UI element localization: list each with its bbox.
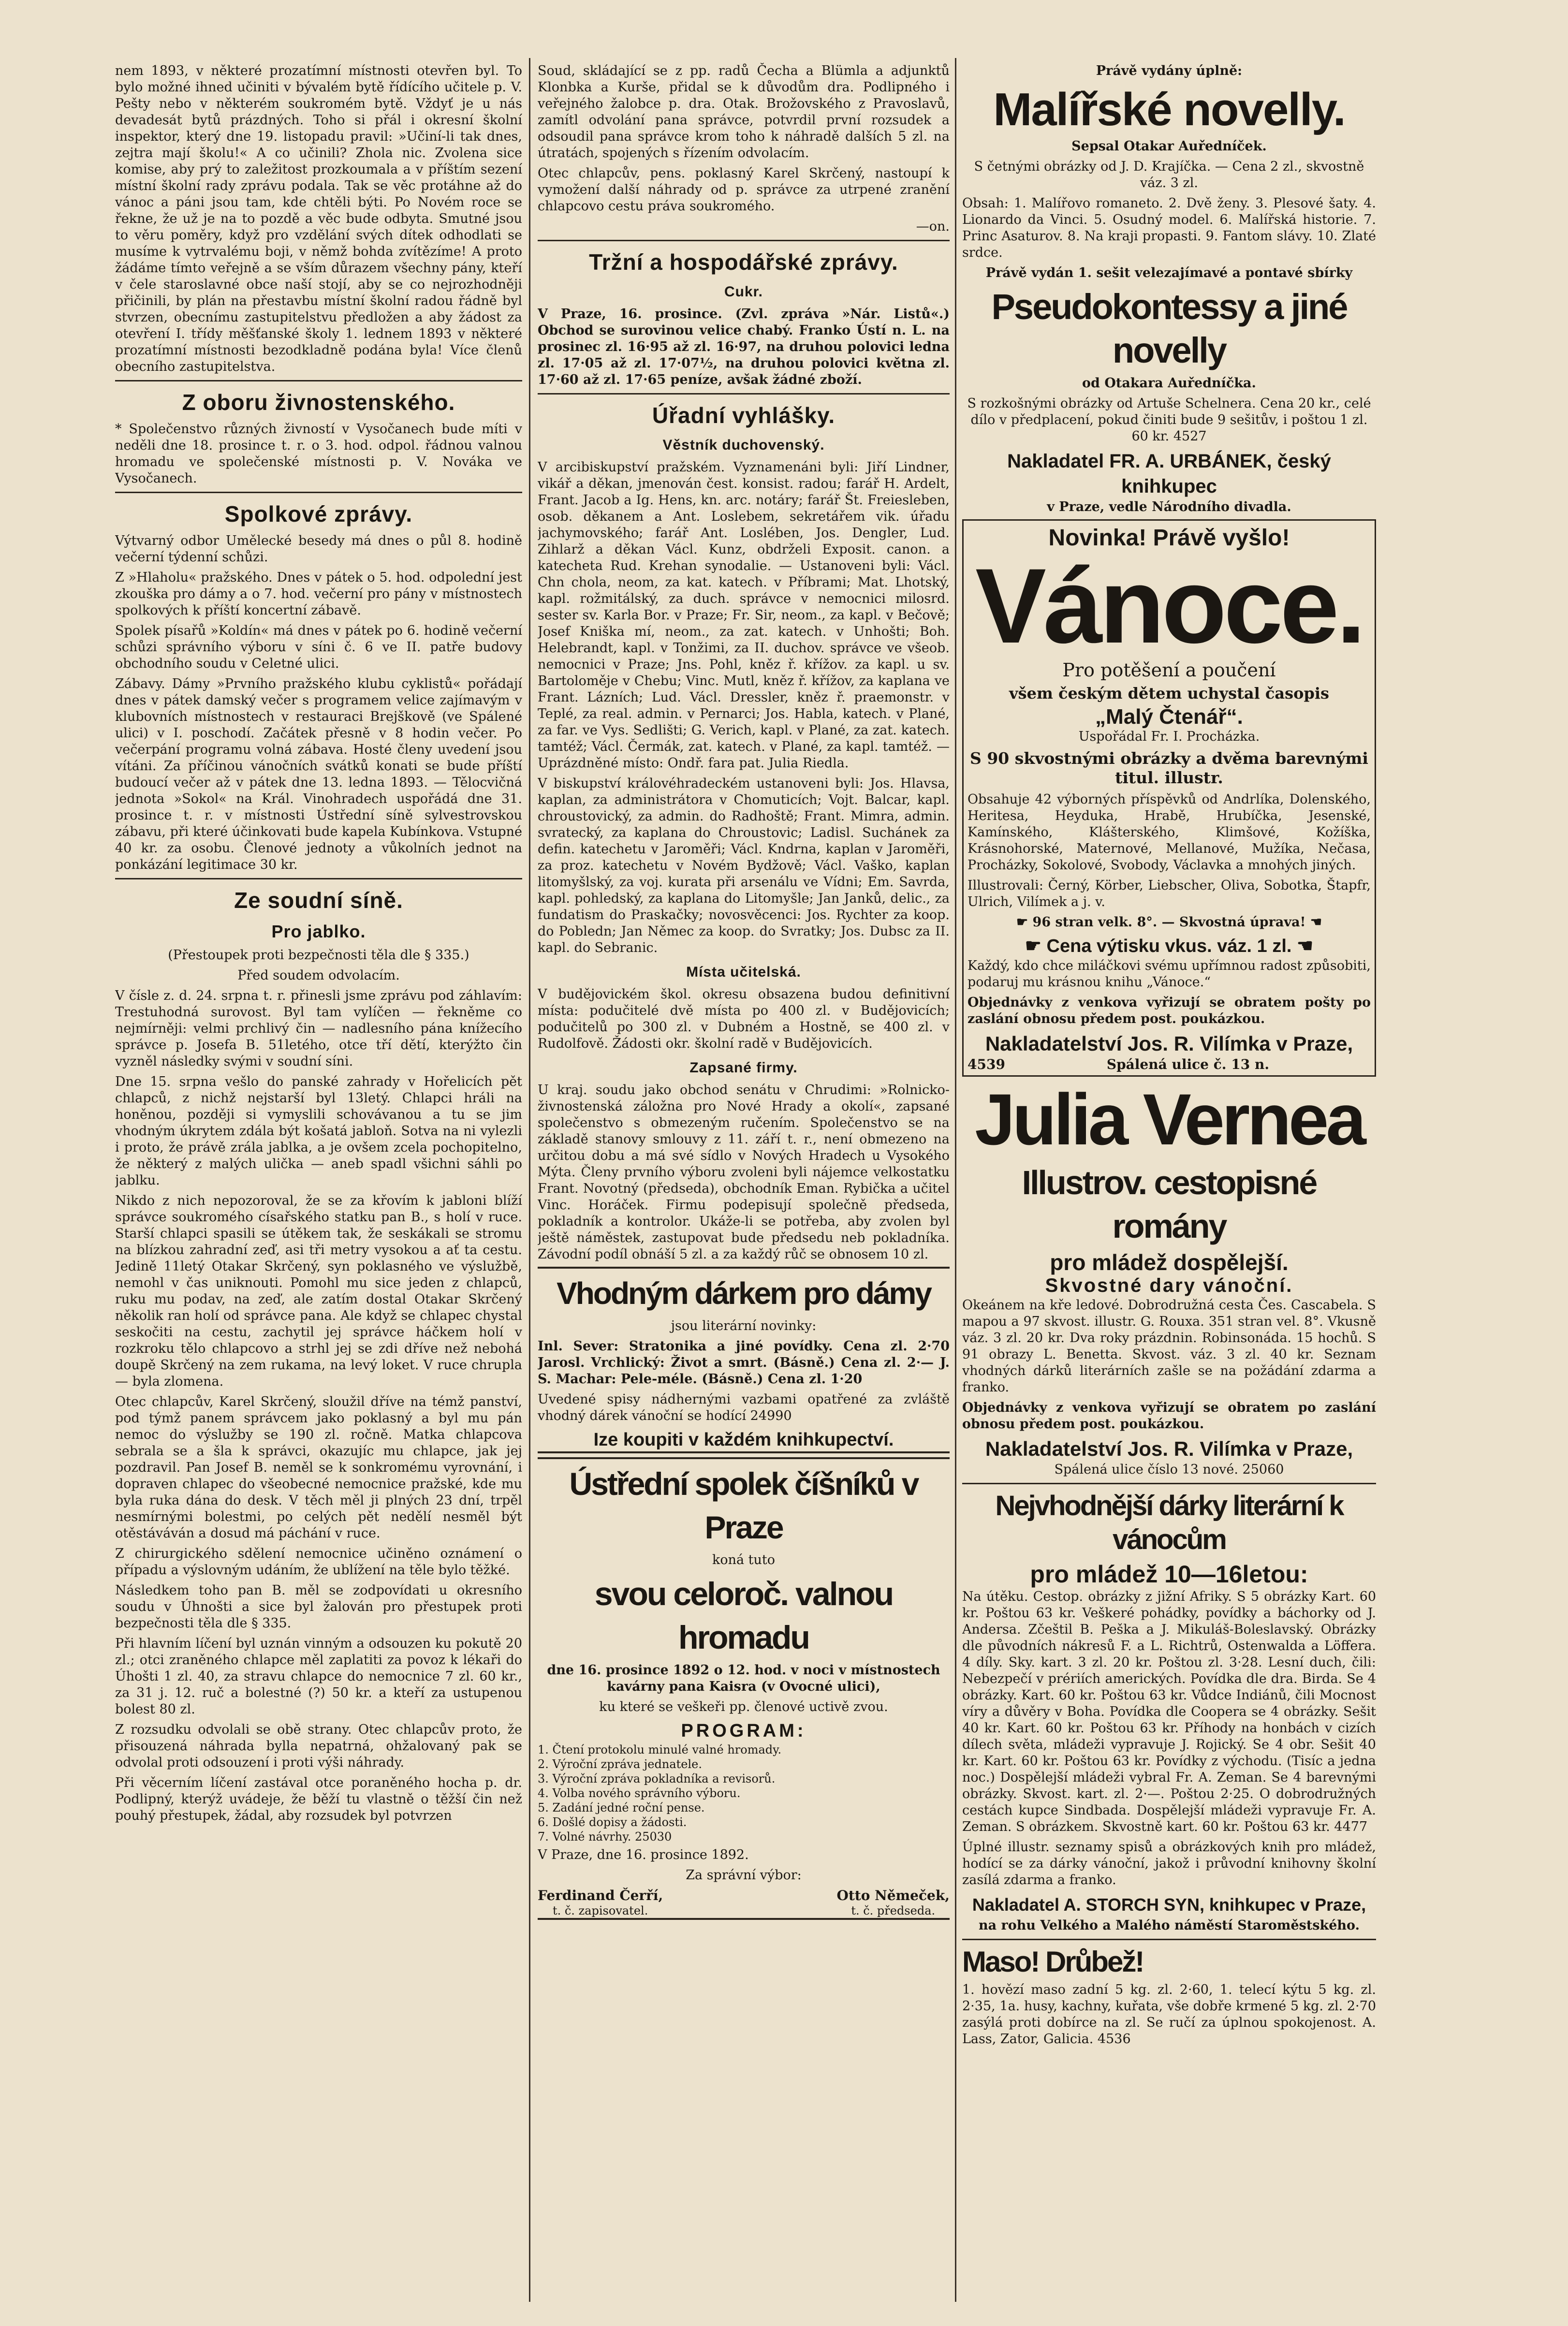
ad-signatures: [538, 1887, 950, 1918]
program-item: 7. Volné návrhy. 25030: [538, 1830, 672, 1843]
ad-subtitle: jsou literární novinky:: [671, 1318, 817, 1333]
ad-date: V Praze, dne 16. prosince 1892.: [538, 1847, 749, 1862]
ad-pages: 96 stran velk. 8°. — Skvostná úprava!: [1032, 915, 1306, 930]
program-item: 3. Výroční zpráva pokladníka a revisorů.: [538, 1772, 776, 1785]
ad-subtitle: Skvostné dary vánoční.: [1045, 1275, 1293, 1296]
section-heading: Z oboru živnostenského.: [182, 390, 455, 415]
pointing-hand-icon: ☛: [1025, 936, 1047, 956]
section-heading: Spolkové zprávy.: [224, 501, 413, 527]
ad-publisher: Nakladatel A. STORCH SYN, knihkupec v Praze,: [972, 1895, 1366, 1915]
pointing-hand-icon: ☛: [1016, 915, 1033, 930]
divider: [538, 393, 950, 395]
ad-price: [967, 935, 1371, 958]
ad-text: 1. hovězí maso zadní 5 kg. zl. 2·60, 1. telecí kýtu 5 kg. zl. 2·35, 1a. husy, kachny, kuřata, vše dobře krmené 5 kg. zl. 2·70 zasýlá proti dobírce na zl. Se ručí za úplnou spokojenost. A. Lass, Zator, Galicia. 4536: [962, 1982, 1376, 2047]
signature: [836, 1887, 950, 1918]
ad-magazine: „Malý Čtenář“.: [1095, 705, 1243, 729]
signature: [538, 1887, 663, 1918]
ad-title: Ústřední spolek číšníků v Praze: [569, 1466, 918, 1545]
ad-text: Každý, kdo chce miláčkovi svému upřímnou radost způsobiti, podaruj mu krásnou knihu „Vánoce.“: [967, 958, 1371, 990]
ad-address: Spálená ulice číslo 13 nové. 25060: [1054, 1462, 1284, 1477]
article-paragraph: Dne 15. srpna vešlo do panské zahrady v Hořelicích pět chlapců, z nichž nejstarší byl 13letý. Chlapci hráli na honěnou, později si vymyslili schovávanou a tu se jim vhodným úkrytem zdála být košatá jabloň. Sotva na ni vylezli i proto, že právě zrála jablka, a je ovšem zcela pochopitelno, že některý z malých ulička — aneb spadl všichni sáhli po jablku.: [115, 1074, 522, 1188]
ad-title: Julia Vernea: [975, 1079, 1363, 1160]
article-paragraph: Zábavy. Dámy »Prvního pražského klubu cyklistů« pořádají dnes v pátek damský večer s programem velice zajímavým v klubovních místnostech v restauraci Brejškově (ve Spálené ulici) v I. poschodí. Začátek přesně v 8 hodin večer. Po večerpání programu volná zábava. Hosté členy uvedení jsou vítáni. Za příčinou vánočních svátků konati se bude příští budoucí večer až v pátek dne 13. ledna 1893. — Tělocvičná jednota »Sokol« na Král. Vinohradech uspořádá dne 31. prosince t. r. v místnosti Ústřední síně sylvestrovskou zábavu, při které účinkovati bude kapela Kubínkova. Vstupné 40 kr. za osobu. Členové jednoty a vůkolních jednot na ponkázání legitimace 30 kr.: [115, 676, 522, 872]
article-paragraph: V čísle z. d. 24. srpna t. r. přinesli jsme zprávu pod záhlavím: Trestuhodná surovost. Byl tam vylíčen — řekněme co nejmírněji: velmi prchlivý čin — nadlesního pána knížecího správce p. Josefa B. 51letého, otce tří dětí, kterýžto čin vyzněl následky svými v soudní síni.: [115, 988, 522, 1069]
ad-address: Spálená ulice č. 13 n.: [1106, 1056, 1270, 1072]
ad-text: Uvedené spisy nádhernými vazbami opatřené za zvláště vhodný dárek vánoční se hodící 24990: [538, 1392, 950, 1423]
ad-headline: Novinka! Právě vyšlo!: [1048, 525, 1290, 551]
section-heading: Tržní a hospodářské zprávy.: [589, 249, 898, 275]
divider: [962, 1483, 1376, 1484]
ad-text: Pro potěšení a poučení: [1062, 659, 1276, 681]
article-paragraph: V budějovickém škol. okresu obsazena budou definitivní místa: podučitelé dvě místa po 400 zl. v Budějovicích; podučitelů po 300 zl. v Dubném a Hostně, se 400 zl. v Rudolfově. Žádosti okr. školní radě v Budějovicích.: [538, 987, 950, 1051]
program-item: 2. Výroční zpráva jednatele.: [538, 1757, 702, 1771]
ad-text: Illustrovali: Černý, Körber, Liebscher, Oliva, Sobotka, Štapfr, Ulrich, Vilímek a j. v.: [967, 878, 1371, 909]
ad-text: koná tuto: [712, 1552, 776, 1567]
ad-text: Na útěku. Cestop. obrázky z jižní Afriky. S 5 obrázky Kart. 60 kr. Poštou 63 kr. Veškeré pohádky, povídky a báchorky od J. Andersa. Zčeštil B. Peška a J. Mikuláš-Boleslavský. Obrázky dle původních nákresů F. a L. Richtrů, Ostenwalda a Löffera. 4 díly. Sky. kart. 3 zl. 20 kr. Poštou zl. 3·28. Lesní duch, čili: Nebezpečí v prériích amerických. Povídka dle dra. Birda. Se 4 obrázky. Kart. 60 kr. Poštou 63 kr. Vůdce Indiánů, čili Mocnost víry a důvěry v Boha. Povídka dle Coopera se 4 obrázky. Sešit 40 kr. Kart. 60 kr. Poštou 63 kr. Příhody na honbách v cizích dílech světa, mládeži vypravuje J. Rojický. Se 4 obr. Sešit 40 kr. Kart. 60 kr. Poštou 63 kr. Povídky z východu. (Tisíc a jedna noc.) Dospělejší mládeži vybral Fr. A. Zeman. Se 4 barevnými obrázky. Skvost. kart. zl. 2·—. Poštou 2·25. O dobrodružných cestách kupce Sindbada. Dospělejší mládeži vypravuje Fr. A. Zeman. S obrázkem. Skvostně kart. 60 kr. Poštou 63 kr. 4477: [962, 1589, 1376, 1834]
ad-text: dne 16. prosince 1892 o 12. hod. v noci v místnostech kavárny pana Kaisra (v Ovocné ulici),: [547, 1663, 940, 1694]
divider: [962, 1939, 1376, 1940]
ad-text: Sepsal Otakar Auředníček.: [1071, 139, 1267, 154]
ad-text: [967, 914, 1371, 931]
ad-publisher: Nakladatelství Jos. R. Vilímka v Praze,: [985, 1032, 1353, 1055]
divider: [115, 380, 522, 381]
ad-text: Obsah: 1. Malířovo romaneto. 2. Dvě ženy. 3. Plesové šaty. 4. Lionardo da Vinci. 5. Osudný model. 6. Malířská historie. 7. Princ Asaturov. 8. Na kraji propasti. 9. Fantom slávy. 10. Zlaté srdce.: [962, 196, 1376, 260]
article-paragraph: Spolek písařů »Koldín« má dnes v pátek po 6. hodině večerní schůzi správního výboru v síni č. 6 ve II. patře budovy obchodního soudu v Celetné ulici.: [115, 623, 522, 671]
subsection-heading: Cukr.: [724, 284, 763, 300]
article-paragraph: nem 1893, v některé prozatímní místnosti otevřen byl. To bylo možné ihned učiniti v bývalém bytě řídícího učitele p. V. Pešty nebo v některém soukromém bytě. Vždyť je u nás devadesát bytů prázdných. Toho si přál i okresní školní inspektor, který dne 19. listopadu pravil: »Učiní-li tak dnes, zejtra mají školu!« A co učinili? Zhola nic. Zvolena sice komise, aby prý to zaležitost prozkoumala a v příštím sezení místní školní rady zprávu podala. Tak se věc protáhne až do vánoc a páni jsou tam, kde chtěli býti. Po Novém roce se řekne, že už je na to pozdě a věc bude odbyta. Smutné jsou to věru poměry, když pro vzdělání svých dítek odhodlati se musíme k vytrvalému boji, v němž bohda zvítězíme! A proto žádáme tímto veřejně a se vším důrazem všechny pány, kteří v čele staroslavné obce naší stojí, aby se co nejrozhodněji přičinili, by plán na přestavbu místní školní radou řádně byl stvrzen, obecnímu zastupitelstvu předložen a aby žádost za otevření I. třídy měšťanské školy 1. lednem 1893 v některé prozatímní místnosti bezodkladně podána byla! Více členů obecního zastupitelstva.: [115, 63, 522, 374]
divider: [115, 492, 522, 493]
ad-text: Okeánem na kře ledové. Dobrodružná cesta Čes. Cascabela. S mapou a 97 skvost. illustr. G. Rouxa. 351 stran vel. 8°. Vkusně váz. 3 zl. 20 kr. Dva roky prázdnin. Robinsonáda. 15 hochů. S 91 obrazy L. Benetta. Skvost. váz. 3 zl. 40 kr. Seznam vhodných dárků literárních zašle se na požádání zdarma a franko.: [962, 1298, 1376, 1395]
ad-text: S četnými obrázky od J. D. Krajíčka. — Cena 2 zl., skvostně váz. 3 zl.: [974, 159, 1364, 190]
ad-title: Illustrov. cestopisné romány: [1022, 1164, 1317, 1245]
column-2: [538, 63, 950, 2302]
market-report: V Praze, 16. prosince. (Zvl. zpráva »Nár. Listů«.) Obchod se surovinou velice chabý. Franko Ústí n. L. na prosinec zl. 16·95 až zl. 16·97, na druhou polovici ledna zl. 17·05 až zl. 17·07½, na druhou polovici května zl. 17·60 až zl. 17·65 peníze, avšak žádné zboží.: [538, 307, 950, 387]
ad-title: Vhodným dárkem pro dámy: [557, 1276, 931, 1311]
article-paragraph: Z chirurgického sdělení nemocnice učiněno oznámení o případu a výslovným udáním, že ublížení na těle bylo těžké.: [115, 1546, 522, 1578]
article-paragraph: Následkem toho pan B. měl se zodpovídati u okresního soudu v Úhnošti a sice byl žalován pro přestupek proti bezpečnosti těla dle § 335.: [115, 1583, 522, 1631]
signature-name: Ferdinand Čerří,: [538, 1887, 663, 1903]
subsection-heading: Místa učitelská.: [686, 964, 801, 980]
article-paragraph: U kraj. soudu jako obchod senátu v Chrudimi: »Rolnicko-živnostenská záložna pro Nové Hrady a okolí«, zapsané společenstvo s obmezeným ručením. Společenstvo se na základě stanovy smlouvy z 11. září t. r., není obmezeno na určitou dobu a má své sídlo v Nových Hradech u Vysokého Mýta. Členy prvního výboru zvoleni byli nájemce velkostatku Frant. Novotný (předseda), obchodník Eman. Rybička a učitel Vinc. Horáček. Firmu podepisují společně předseda, pokladník a kontrolor. Ukáže-li se potřeba, aby zvolen byl ještě náměstek, zastupovat bude předsedu neb pokladníka. Závodní podíl obnáší 5 zl. a za každý růč se obnosem 10 zl.: [538, 1083, 950, 1262]
ad-price-text: Cena výtisku vkus. váz. 1 zl.: [1046, 936, 1292, 956]
advertisement-assembly: [538, 1457, 950, 1920]
ad-subtitle: pro mládež dospělejší.: [1050, 1250, 1289, 1275]
ad-text: Objednávky z venkova vyřizují se obratem pošty po zaslání obnosu předem post. poukázkou.: [967, 995, 1371, 1026]
ad-text: Obsahuje 42 výborných příspěvků od Andrlíka, Dolenského, Heritesa, Heyduka, Hrabě, Hrubíčka, Jesenské, Kamínského, Klášterského, Klimšové, Kožíška, Krásnohorské, Maternové, Mellanové, Mužíka, Nečasa, Procházky, Sokolové, Svobody, Václavka a mnohých jiných.: [967, 792, 1371, 873]
subsection-heading: Zapsané firmy.: [689, 1060, 798, 1076]
article-signature: —on.: [916, 219, 950, 234]
ad-text: všem českým dětem uchystal časopis: [1009, 684, 1330, 702]
advertisement-books: [538, 1267, 950, 1453]
advertisement-novels: [962, 63, 1376, 515]
signature-name: Otto Němeček,: [836, 1887, 950, 1903]
ad-text: Objednávky z venkova vyřizují se obratem po zaslání obnosu předem post. poukázkou.: [962, 1400, 1376, 1432]
ad-address: na rohu Velkého a Malého náměstí Staroměstského.: [979, 1918, 1360, 1933]
column-rule: [955, 58, 956, 2302]
ad-publisher: Nakladatelství Jos. R. Vilímka v Praze,: [985, 1437, 1353, 1460]
article-paragraph: Výtvarný odbor Umělecké besedy má dnes o půl 8. hodině večerní týdenní schůzi.: [115, 533, 522, 565]
column-rule: [529, 58, 530, 2302]
article-title: Pro jablko.: [271, 922, 366, 941]
divider: [538, 240, 950, 241]
article-paragraph: Otec chlapcův, Karel Skrčený, sloužil dříve na témž panství, pod týmž panem správcem jako poklasný a byl mu pán nemoc do výslužby se 190 zl. ročně. Matka chlapcova sebrala se a šla k správci, okazujíc mu chlapce, jak jej pozdravil. Pan Josef B. neměl se k sonkromému vyrovnání, i dopraven chlapec do všeobecné nemocnice pražské, kde mu byla ruka dána do desk. V těch měl ji plných 23 dní, trpěl nesmírnými bolestmi, po celých pět nedělí nesměl být otěstáváván a dosud má páchání v ruce.: [115, 1394, 522, 1541]
ad-title: Vánoce.: [975, 546, 1363, 665]
program-item: 1. Čtení protokolu minulé valné hromady.: [538, 1743, 782, 1756]
ad-subtitle: pro mládež 10—16letou:: [1030, 1561, 1308, 1588]
ad-text: Úplné illustr. seznamy spisů a obrázkových knih pro mládež, hodící se za dárky vánoční, jakož i průvodní knihovny školní zasílá zdarma a franko.: [962, 1840, 1376, 1887]
section-heading: Úřadní vyhlášky.: [652, 403, 835, 428]
program-item: 6. Došlé dopisy a žádosti.: [538, 1815, 687, 1829]
column-3: [962, 63, 1376, 2302]
ad-title: svou celoroč. valnou hromadu: [594, 1576, 893, 1656]
ad-text: Právě vydány úplně:: [1096, 63, 1243, 78]
ad-footer: Ize koupiti v každém knihkupectví.: [593, 1430, 894, 1450]
article-paragraph: Otec chlapcův, pens. poklasný Karel Skrčený, nastoupí k vymožení další náhrady od p. správce za utrpené zranění chlapcovo cestu práva soukromého.: [538, 166, 950, 214]
signature-role: t. č. zapisovatel.: [552, 1904, 648, 1917]
ad-text: Uspořádal Fr. I. Procházka.: [1078, 729, 1260, 744]
program-item: 5. Zadání jedné roční pense.: [538, 1801, 705, 1814]
advertisement-storch: [962, 1489, 1376, 1934]
ad-address: v Praze, vedle Národního divadla.: [1047, 499, 1291, 514]
article-paragraph: V biskupství královéhradeckém ustanoveni byli: Jos. Hlavsa, kaplan, za administrátora v Chomuticích; Vojt. Balcar, kapl. chroustovický, za admin. do Radhoště; Frant. Mimra, admin. svratecký, za kaplana do Chroustovic; Ladisl. Suchánek za defin. katechetu v Jaroměři; Václ. Kndrna, kaplan v Jaroměři, za proz. katechetu v Novém Bydžově; Václ. Vaško, kaplan litomyšlský, za voj. kurata při arsenálu ve Vídni; Em. Savrda, kapl. pohledský, za kaplana do Litomyšle; Jan Janků, delic., za fundatism do Praskačky; novosvěcenci: Jos. Rychter za koop. do Pobledn; Jan Němec za koop. do Svratky; Jos. Dubsc za II. kapl. do Sebranic.: [538, 776, 950, 955]
subsection-heading: Věstník duchovenský.: [662, 437, 825, 453]
article-paragraph: Soud, skládající se z pp. radů Čecha a Blümla a adjunktů Klonbka a Kurše, přidal se k důvodům dra. Podlipného i veřejného žalobce p. dra. Otak. Brožovského z Pravoslavů, zamítl odvolání pana správce, potvrdil první rozsudek a odsoudil pana správce krom toho k náhradě dalších 5 zl. na útratách, spojených s řízením odvolacím.: [538, 63, 950, 161]
article-paragraph: Nikdo z nich nepozoroval, že se za křovím k jabloni blíží správce soukromého císařského statku pan B., s holí v ruce. Starší chlapci spasili se útěkem tak, že seskákali se stromu na blízkou zahradní zeď, asi tři metry vysokou a ať ta cestu. Jedině 11letý Otakar Skrčený, syn poklasného ve výslužbě, nemohl v čas uniknouti. Pomohl mu sice jeden z chlapců, ruku mu podav, na zeď, ale zatím dostal Otakar Skrčený několik ran holí od správce pana. Ale když se chlapec chystal seskočiti na cestu, zachytil jej správce háčkem holí v rozkroku tělo chlapcovo a strhl jej se zdi dříve než nebohá doupě Skrčený na zem rukama, na levý loket. V ruce chrupla — byla zlomena.: [115, 1193, 522, 1389]
ad-book-list: Inl. Sever: Stratonika a jiné povídky. Cena zl. 2·70 Jarosl. Vrchlický: Život a smrt. (Básně.) Cena zl. 2·— J. S. Machar: Pele-méle. (Básně.) Cena zl. 1·20: [538, 1339, 950, 1387]
ad-text: od Otakara Auředníčka.: [1082, 376, 1256, 391]
pointing-hand-icon: ☚: [1291, 936, 1314, 956]
ad-title: Maso! Drůbež!: [962, 1946, 1143, 1978]
ad-text: S 90 skvostnými obrázky a dvěma barevnými titul. illustr.: [970, 749, 1368, 787]
article-paragraph: Z »Hlaholu« pražského. Dnes v pátek o 5. hod. odpolední jest zkouška pro dámy a o 7. hod. večerní pro pány v místnostech spolkových k příští koncertní zábavě.: [115, 570, 522, 618]
ad-publisher: Nakladatel FR. A. URBÁNEK, český knihkupec: [1007, 451, 1331, 497]
ad-title: Nejvhodnější dárky literární k vánocům: [995, 1490, 1343, 1555]
ad-title: Pseudokontessy a jiné novelly: [991, 287, 1347, 370]
ad-address-row: [967, 1056, 1371, 1072]
section-heading: Ze soudní síně.: [234, 888, 403, 913]
advertisement-vanoce: [962, 519, 1376, 1077]
program-item: 4. Volba nového správního výboru.: [538, 1786, 741, 1800]
advertisement-verne: [962, 1081, 1376, 1478]
advertisement-meat: [962, 1945, 1376, 2048]
article-paragraph: Při věcerním líčení zastával otce poraněného hocha p. dr. Podlipný, kterýž uvádeje, že běží tu vlastně o těžší čin než pouhý přestupek, žádal, aby rozsudek byl potvrzen: [115, 1775, 522, 1823]
article-subtitle: (Přestoupek proti bezpečnosti těla dle § 335.): [168, 948, 469, 963]
ad-text: ku které se veškeři pp. členové uctivě zvou.: [599, 1699, 888, 1714]
ad-number: 4539: [967, 1056, 1005, 1072]
pointing-hand-icon: ☚: [1305, 915, 1322, 930]
ad-title: Malířské novelly.: [993, 84, 1345, 135]
ad-program-heading: PROGRAM:: [681, 1721, 806, 1741]
ad-text: S rozkošnými obrázky od Artuše Schelnera. Cena 20 kr., celé dílo v předplacení, pokud činiti bude 9 sešitův, i poštou 1 zl. 60 kr. 4527: [967, 396, 1371, 444]
article-paragraph: Při hlavním líčení byl uznán vinným a odsouzen ku pokutě 20 zl.; otci zraněného chlapce měl zaplatiti za povoz k lékaři do Úhošti 1 zl. 40, za stravu chlapce do nemocnice 7 zl. 60 kr., za 31 j. 12. ruč a bolestné (?) 50 kr. a kteří za ustupenou bolest 80 zl.: [115, 1636, 522, 1717]
divider: [115, 878, 522, 879]
ad-text: Právě vydán 1. sešit velezajímavé a pontavé sbírky: [985, 265, 1353, 280]
signature-role: t. č. předseda.: [851, 1904, 936, 1917]
article-paragraph: Z rozsudku odvolali se obě strany. Otec chlapcův proto, že přisouzená náhrada bylla nepatrná, ohžalovaný pak se odvolal proti odsouzení i proti výši náhrady.: [115, 1722, 522, 1770]
article-subtitle: Před soudem odvolacím.: [237, 968, 400, 983]
article-paragraph: V arcibiskupství pražském. Vyznamenáni byli: Jiří Lindner, vikář a děkan, jmenován čest. konsist. radou; farář H. Ardelt, Frant. Jacob a Ig. Hens, kn. arc. notáry; farář Št. Freiesleben, osob. děkanem a Ant. Loslebem, sekretářem vik. úřadu jachymovského; farář Ant. Loslében, Jos. Dengler, Lud. Zihlarž a děkan Václ. Kunz, obdrželi Exposit. canon. a katecheta Rud. Krehan synodalie. — Ustanoveni byli: Václ. Chn chola, neom, za kat. katech. v Příbrami; Mat. Lhotský, kapl. rožmitálský, za duch. správce v nemocnici milosrd. sester sv. Karla Bor. v Praze; Fr. Sir, neom., za kapl. v Bečově; Josef Kniška mí, neom., za zat. katech. v Unhošti; Boh. Helebrandt, kapl. v Tonžimi, za II. duchov. správce ve všeob. nemocnici v Praze; Jns. Pohl, kněz ř. křížov. za kapl. u sv. Bartoloměje v Chebu; Vinc. Mutl, kněz ř. křížov, za kaplana ve Frant. Lázních; Lud. Václ. Dressler, kněz ř. praemonstr. v Teplé, za real. admin. v Pernarci; Jos. Habla, katech. v Plané, za far. ve Vys. Sedlišti; G. Verich, kapl. v Plané, za zat. katech. tamtéž; Václ. Čermák, zat. katech. v Plané, za kapl. tamtéž. — Uprázdněné místo: Ondř. fara pat. Julia Riedla.: [538, 460, 950, 771]
column-1: [115, 63, 522, 2302]
article-paragraph: * Společenstvo různých živností v Vysočanech bude míti v neděli dne 18. prosince t. r. o 3. hod. odpol. řádnou valnou hromadu ve společenské místnosti p. V. Nováka ve Vysočanech.: [115, 422, 522, 486]
ad-text: Za správní výbor:: [686, 1868, 802, 1883]
